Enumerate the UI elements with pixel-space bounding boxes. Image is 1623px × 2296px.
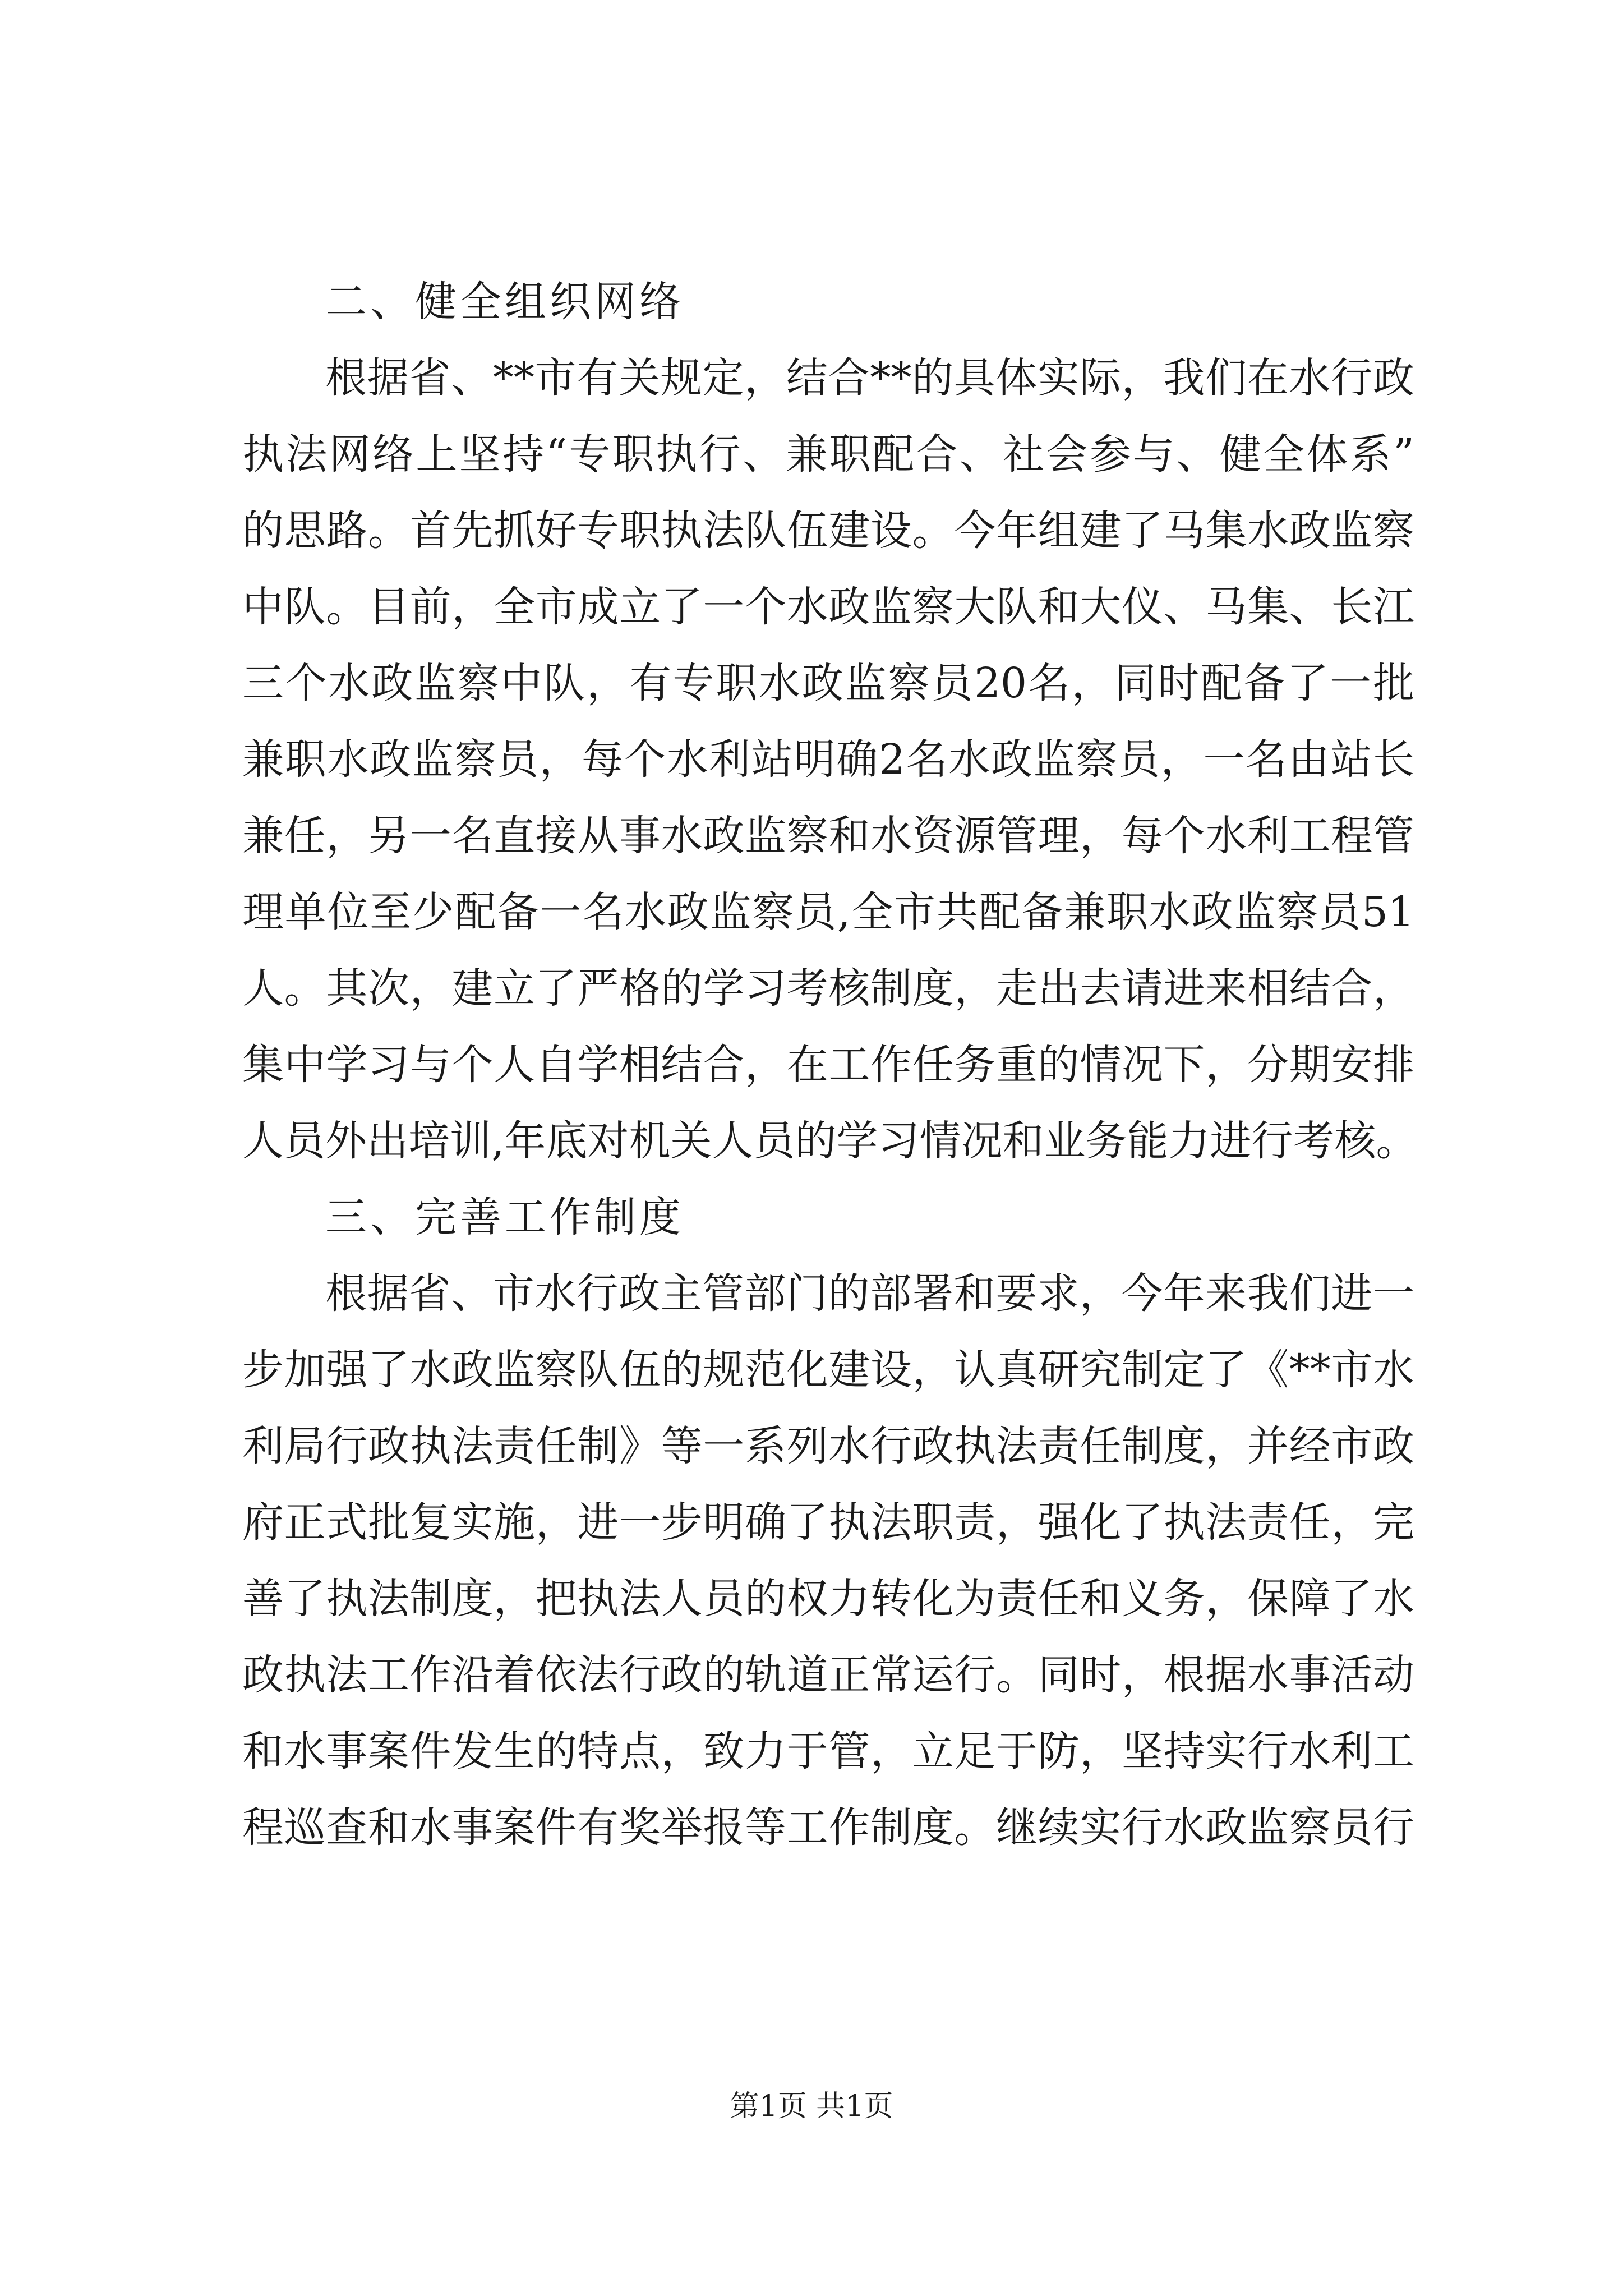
paragraph-line: 人员外出培训,年底对机关人员的学习情况和业务能力进行考核。 [242,1117,1418,1165]
paragraph-line: 和水事案件发生的特点，致力于管，立足于防，坚持实行水利工 [242,1727,1414,1775]
paragraph-line: 集中学习与个人自学相结合，在工作任务重的情况下，分期安排 [242,1041,1414,1089]
paragraph-line: 的思路。首先抓好专职执法队伍建设。今年组建了马集水政监察 [242,507,1414,555]
paragraph-line: 政执法工作沿着依法行政的轨道正常运行。同时，根据水事活动 [242,1651,1414,1699]
section-heading: 二、健全组织网络 [325,278,684,326]
section-heading: 三、完善工作制度 [325,1193,684,1241]
paragraph-line: 府正式批复实施，进一步明确了执法职责，强化了执法责任，完 [242,1498,1414,1547]
paragraph-line: 兼职水政监察员，每个水利站明确2名水政监察员，一名由站长 [242,735,1414,784]
paragraph-line: 中队。目前，全市成立了一个水政监察大队和大仪、马集、长江 [242,583,1414,631]
paragraph-line: 理单位至少配备一名水政监察员,全市共配备兼职水政监察员51 [242,888,1414,936]
paragraph-line: 根据省、**市有关规定，结合**的具体实际，我们在水行政 [325,354,1414,402]
document-body [242,264,1418,1866]
paragraph-line: 程巡查和水事案件有奖举报等工作制度。继续实行水政监察员行 [242,1803,1414,1852]
paragraph-line: 人。其次，建立了严格的学习考核制度，走出去请进来相结合， [242,964,1414,1013]
paragraph-line: 执法网络上坚持“专职执行、兼职配合、社会参与、健全体系” [242,430,1414,478]
paragraph-line: 善了执法制度，把执法人员的权力转化为责任和义务，保障了水 [242,1575,1414,1623]
paragraph-line: 三个水政监察中队，有专职水政监察员20名，同时配备了一批 [242,659,1414,707]
paragraph-line: 根据省、市水行政主管部门的部署和要求，今年来我们进一 [325,1269,1414,1318]
paragraph-line: 步加强了水政监察队伍的规范化建设，认真研究制定了《**市水 [242,1346,1414,1394]
paragraph-line: 利局行政执法责任制》等一系列水行政执法责任制度，并经市政 [242,1422,1414,1470]
page-footer: 第1页 共1页 [730,2090,893,2123]
paragraph-line: 兼任，另一名直接从事水政监察和水资源管理，每个水利工程管 [242,812,1414,860]
